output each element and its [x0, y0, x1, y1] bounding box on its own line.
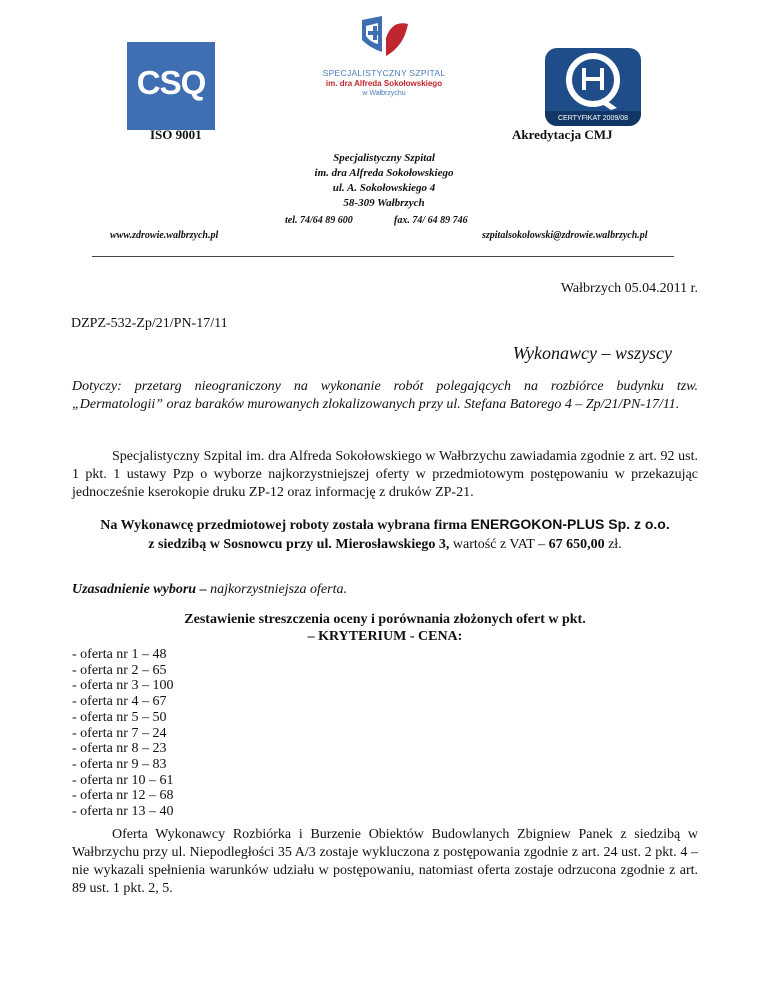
cmj-label: Akredytacja CMJ [512, 127, 613, 142]
address-line-4: 58-309 Wałbrzych [343, 197, 425, 209]
hospital-logo [300, 12, 468, 102]
offer-item: - oferta nr 4 – 67 [72, 694, 167, 710]
summary-title-line-1: Zestawienie streszczenia oceny i porównania złożonych ofert w pkt. [184, 612, 586, 627]
address-line-2: im. dra Alfreda Sokołowskiego [314, 167, 454, 179]
offer-item: - oferta nr 7 – 24 [72, 725, 167, 741]
offer-item: - oferta nr 2 – 65 [72, 662, 167, 678]
award-prefix: Na Wykonawcę przedmiotowej roboty została wybrana firma [100, 518, 471, 533]
cmj-logo [545, 48, 641, 126]
csq-logo [127, 42, 215, 130]
email-link[interactable]: szpitalsokolowski@zdrowie.walbrzych.pl [482, 230, 648, 241]
hospital-logo-line1: SPECJALISTYCZNY SZPITAL [322, 68, 446, 78]
iso-label: ISO 9001 [150, 127, 202, 142]
offers-list [72, 647, 173, 820]
hospital-logo-line2: im. dra Alfreda Sokołowskiego [325, 79, 443, 88]
letter-date: Wałbrzych 05.04.2011 r. [560, 281, 698, 296]
cmj-logo-band: CERTYFIKAT 2009/08 [545, 111, 641, 126]
award-company: ENERGOKON-PLUS Sp. z o.o. [470, 516, 670, 532]
offer-item: - oferta nr 1 – 48 [72, 647, 167, 662]
address-line-1: Specjalistyczny Szpital [333, 152, 435, 164]
award-address: z siedzibą w Sosnowcu przy ul. Mierosławskiego 3, [148, 537, 450, 552]
offer-item: - oferta nr 9 – 83 [72, 756, 167, 772]
offer-item: - oferta nr 3 – 100 [72, 678, 174, 694]
award-line-1 [72, 515, 698, 535]
justification-text: najkorzystniejsza oferta. [206, 582, 347, 597]
phone: tel. 74/64 89 600 [285, 215, 353, 226]
summary-title-line-2: – KRYTERIUM - CENA: [307, 629, 463, 644]
hospital-emblem-icon [300, 12, 468, 68]
recipients-heading: Wykonawcy – wszyscy [512, 343, 672, 363]
offer-item: - oferta nr 5 – 50 [72, 709, 167, 725]
award-paragraph [72, 515, 698, 554]
address-line-3: ul. A. Sokołowskiego 4 [332, 182, 436, 194]
fax: fax. 74/ 64 89 746 [394, 215, 468, 226]
header-divider [92, 256, 674, 257]
offer-item: - oferta nr 8 – 23 [72, 741, 167, 757]
offer-item: - oferta nr 12 – 68 [72, 788, 174, 804]
website-link[interactable]: www.zdrowie.walbrzych.pl [110, 230, 219, 241]
offer-item: - oferta nr 10 – 61 [72, 772, 174, 788]
intro-paragraph: Specjalistyczny Szpital im. dra Alfreda Sokołowskiego w Wałbrzychu zawiadamia zgodnie z art. 92 ust. 1 pkt. 1 ustawy Pzp o wyborze najkorzystniejszej oferty w przedmiotowym postępowaniu w przekazując jednocześnie kserokopie druku ZP-12 oraz informację z druków ZP-21. [72, 449, 698, 500]
award-value: 67 650,00 [548, 537, 605, 552]
reference-number: DZPZ-532-Zp/21/PN-17/11 [71, 316, 228, 331]
subject-paragraph: Dotyczy: przetarg nieograniczony na wykonanie robót polegających na rozbiórce budynku tzw. „Dermatologii” oraz baraków murowanych zlokalizowanych przy ul. Stefana Batorego 4 – Zp/21/PN-17/11. [72, 379, 698, 412]
award-currency: zł. [604, 537, 622, 552]
justification [72, 582, 347, 598]
csq-logo-text: CSQ [136, 64, 206, 101]
hospital-logo-line3: w Wałbrzychu [362, 90, 406, 97]
award-value-label: wartość z VAT – [449, 537, 549, 552]
offer-item: - oferta nr 13 – 40 [72, 804, 174, 820]
justification-label: Uzasadnienie wyboru – [72, 582, 207, 597]
cmj-emblem-icon [545, 48, 641, 112]
summary-title [72, 611, 698, 645]
exclusion-paragraph: Oferta Wykonawcy Rozbiórka i Burzenie Obiektów Budowlanych Zbigniew Panek z siedzibą w Wałbrzychu przy ul. Niepodległości 35 A/3 zostaje wykluczona z postępowania zgodnie z art. 24 ust. 2 pkt. 4 – nie wykazali spełnienia warunków udziału w postępowaniu, natomiast oferta zostaje odrzucona zgodnie z art. 89 ust. 1 pkt. 2, 5. [72, 827, 698, 896]
award-line-2 [72, 535, 698, 554]
